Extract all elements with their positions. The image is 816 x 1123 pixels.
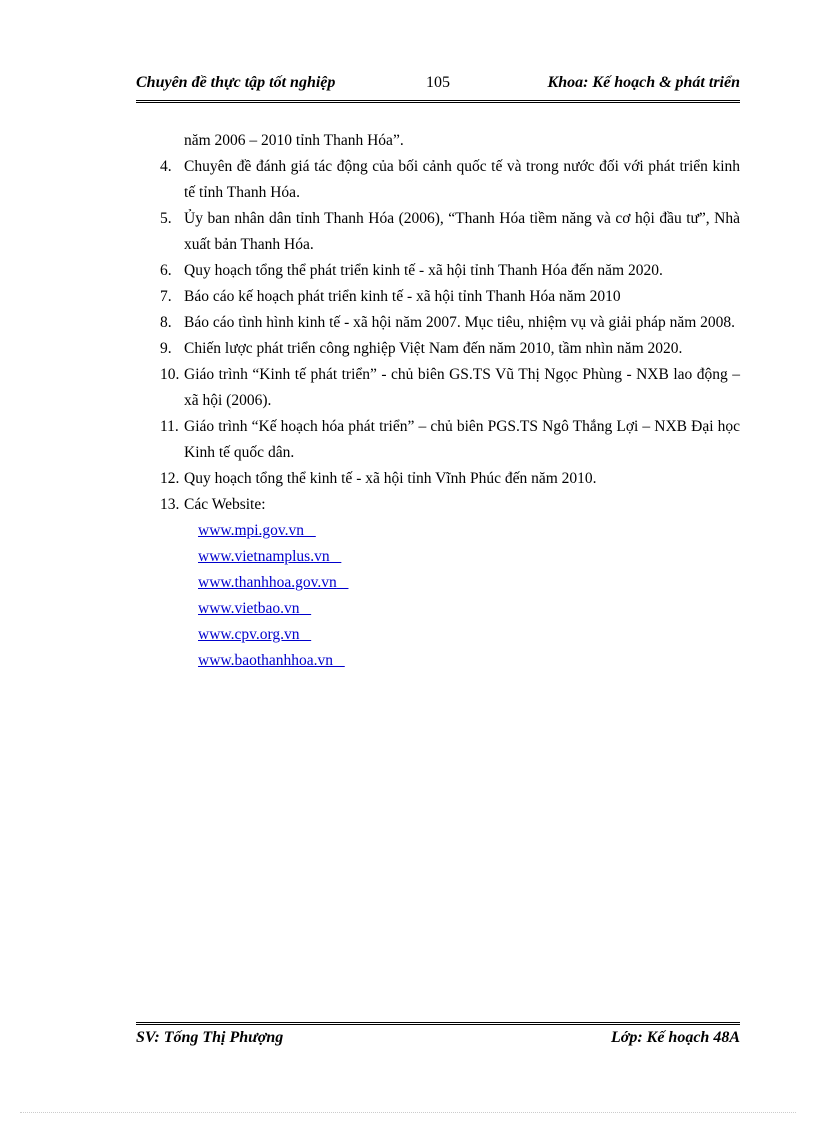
reference-continuation: năm 2006 – 2010 tỉnh Thanh Hóa”. <box>184 132 404 149</box>
reference-number: 11. <box>160 418 179 435</box>
reference-text: Báo cáo kế hoạch phát triển kinh tế - xã hội tỉnh Thanh Hóa năm 2010 <box>184 288 621 305</box>
reference-item <box>160 466 740 492</box>
reference-item <box>160 414 740 466</box>
reference-number: 7. <box>160 288 172 305</box>
reference-text: Chuyên đề đánh giá tác động của bối cảnh quốc tế và trong nước đối với phát triển kinh tế tỉnh Thanh Hóa. <box>184 158 740 201</box>
reference-number: 6. <box>160 262 172 279</box>
reference-number: 5. <box>160 210 172 227</box>
reference-number: 12. <box>160 470 180 487</box>
reference-number: 13. <box>160 496 180 513</box>
reference-list <box>160 128 740 674</box>
reference-number: 9. <box>160 340 172 357</box>
website-link-vietnamplus[interactable]: www.vietnamplus.vn <box>198 548 330 565</box>
reference-text: Báo cáo tình hình kinh tế - xã hội năm 2007. Mục tiêu, nhiệm vụ và giải pháp năm 2008. <box>184 314 736 331</box>
website-link-mpi[interactable]: www.mpi.gov.vn <box>198 522 305 539</box>
website-list <box>160 518 740 674</box>
page-bottom-divider <box>20 1112 796 1113</box>
reference-text: Ủy ban nhân dân tỉnh Thanh Hóa (2006), “Thanh Hóa tiềm năng và cơ hội đầu tư”, Nhà xuất bản Thanh Hóa. <box>184 210 740 253</box>
page-number: 105 <box>426 74 450 91</box>
page-footer <box>136 1022 740 1051</box>
reference-item <box>160 362 740 414</box>
reference-item <box>160 336 740 362</box>
reference-item <box>160 206 740 258</box>
reference-number: 10. <box>160 366 180 383</box>
reference-text: Giáo trình “Kinh tế phát triển” - chủ biên GS.TS Vũ Thị Ngọc Phùng - NXB lao động – xã hội (2006). <box>184 366 740 409</box>
reference-item <box>160 154 740 206</box>
reference-number: 4. <box>160 158 172 175</box>
reference-item <box>160 284 740 310</box>
reference-item <box>160 258 740 284</box>
website-link-baothanhhoa[interactable]: www.baothanhhoa.vn <box>198 652 334 669</box>
header-faculty: Khoa: Kế hoạch & phát triển <box>547 74 740 91</box>
reference-text: Các Website: <box>184 496 266 513</box>
reference-text: Quy hoạch tổng thể kinh tế - xã hội tỉnh Vĩnh Phúc đến năm 2010. <box>184 470 597 487</box>
reference-text: Quy hoạch tổng thể phát triển kinh tế - xã hội tỉnh Thanh Hóa đến năm 2020. <box>184 262 663 279</box>
reference-text: Chiến lược phát triển công nghiệp Việt Nam đến năm 2010, tầm nhìn năm 2020. <box>184 340 683 357</box>
footer-student: SV: Tống Thị Phượng <box>136 1029 284 1046</box>
reference-text: Giáo trình “Kế hoạch hóa phát triển” – chủ biên PGS.TS Ngô Thắng Lợi – NXB Đại học Kinh tế quốc dân. <box>184 418 740 461</box>
header-thesis-title: Chuyên đề thực tập tốt nghiệp <box>136 74 336 91</box>
website-link-cpv[interactable]: www.cpv.org.vn <box>198 626 300 643</box>
footer-class: Lớp: Kế hoạch 48A <box>610 1029 740 1046</box>
reference-item <box>160 310 740 336</box>
reference-item <box>160 492 740 518</box>
website-link-thanhhoa[interactable]: www.thanhhoa.gov.vn <box>198 574 337 591</box>
reference-number: 8. <box>160 314 172 331</box>
website-link-vietbao[interactable]: www.vietbao.vn <box>198 600 300 617</box>
page-header <box>136 74 740 103</box>
